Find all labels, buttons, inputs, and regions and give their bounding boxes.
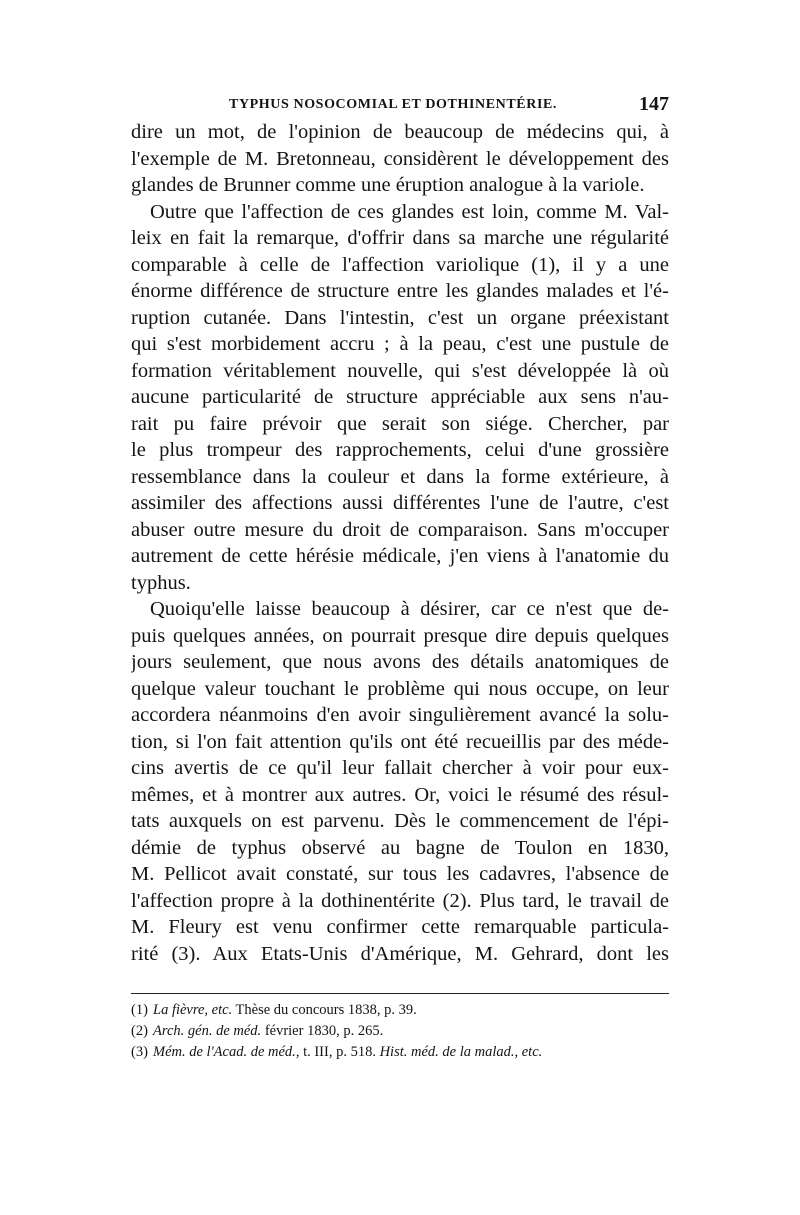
- text-line: M. Fleury est venu confirmer cette remarquable particula-: [131, 916, 669, 938]
- footnote: [131, 1042, 671, 1063]
- text-line: dire un mot, de l'opinion de beaucoup de médecins qui, à: [131, 121, 669, 143]
- footnotes: [131, 1000, 671, 1063]
- footnote: [131, 1000, 671, 1021]
- footnote-citation: Arch. gén. de méd.: [153, 1023, 262, 1039]
- text-line: rait pu faire prévoir que serait son siége. Chercher, par: [131, 412, 669, 435]
- text-line: abuser outre mesure du droit de comparaison. Sans m'occuper: [131, 518, 669, 541]
- text-line: assimiler des affections aussi différentes l'une de l'autre, c'est: [131, 492, 669, 514]
- text-line: qui s'est morbidement accru ; à la peau, c'est une pustule de: [131, 333, 669, 355]
- text-line: démie de typhus observé au bagne de Toulon en 1830,: [131, 836, 669, 859]
- text-line: formation véritablement nouvelle, qui s'est développée là où: [131, 359, 669, 382]
- footnote-text: Thèse du concours 1838, p. 39.: [232, 1002, 417, 1018]
- text-line: mêmes, et à montrer aux autres. Or, voici le résumé des résul-: [131, 783, 669, 806]
- page-number: 147: [639, 93, 669, 115]
- text-line: rité (3). Aux Etats-Unis d'Amérique, M. Gehrard, dont les: [131, 942, 669, 965]
- footnote-citation: Mém. de l'Acad. de méd.: [153, 1044, 296, 1060]
- text-line: tats auxquels on est parvenu. Dès le commencement de l'épi-: [131, 810, 669, 832]
- footnote-divider: [131, 993, 669, 994]
- body-text: [131, 119, 669, 967]
- text-line: leix en fait la remarque, d'offrir dans sa marche une régularité: [131, 227, 669, 249]
- footnote-citation: Hist. méd. de la malad., etc.: [379, 1044, 543, 1060]
- text-line: énorme différence de structure entre les glandes malades et l'é-: [131, 280, 669, 302]
- text-line: aucune particularité de structure appréciable aux sens n'au-: [131, 386, 669, 408]
- text-line: M. Pellicot avait constaté, sur tous les cadavres, l'absence de: [131, 863, 669, 885]
- footnote: [131, 1021, 671, 1042]
- text-line: cins avertis de ce qu'il leur fallait chercher à voir pour eux-: [131, 757, 669, 779]
- text-line: l'affection propre à la dothinentérite (2). Plus tard, le travail de: [131, 889, 669, 912]
- text-line: ressemblance dans la couleur et dans la forme extérieure, à: [131, 465, 669, 488]
- text-line: Quoiqu'elle laisse beaucoup à désirer, car ce n'est que de-: [150, 598, 669, 620]
- text-line: comparable à celle de l'affection variolique (1), il y a une: [131, 253, 669, 276]
- footnote-citation: La fièvre, etc.: [153, 1002, 233, 1018]
- running-title: TYPHUS NOSOCOMIAL ET DOTHINENTÉRIE.: [229, 97, 558, 112]
- text-line: typhus.: [131, 571, 191, 594]
- text-line: ruption cutanée. Dans l'intestin, c'est un organe préexistant: [131, 306, 669, 329]
- text-line: tion, si l'on fait attention qu'ils ont été recueillis par des méde-: [131, 730, 669, 753]
- running-head: [131, 93, 669, 119]
- text-line: l'exemple de M. Bretonneau, considèrent le développement des: [131, 147, 669, 170]
- footnote-text: , t. III, p. 518.: [295, 1044, 380, 1060]
- text-line: Outre que l'affection de ces glandes est loin, comme M. Val-: [150, 200, 669, 223]
- text-line: quelque valeur touchant le problème qui nous occupe, on leur: [131, 677, 669, 700]
- text-line: glandes de Brunner comme une éruption analogue à la variole.: [131, 174, 645, 196]
- text-line: accordera néanmoins d'en avoir singulièrement avancé la solu-: [131, 704, 669, 726]
- footnote-mark: (2): [131, 1023, 148, 1039]
- text-line: puis quelques années, on pourrait presque dire depuis quelques: [131, 624, 669, 647]
- footnote-mark: (1): [131, 1002, 148, 1018]
- text-line: autrement de cette hérésie médicale, j'en viens à l'anatomie du: [131, 545, 669, 567]
- text-line: le plus trompeur des rapprochements, celui d'une grossière: [131, 439, 669, 461]
- text-line: jours seulement, que nous avons des détails anatomiques de: [131, 651, 669, 673]
- footnote-mark: (3): [131, 1044, 148, 1060]
- footnote-text: février 1830, p. 265.: [261, 1023, 384, 1039]
